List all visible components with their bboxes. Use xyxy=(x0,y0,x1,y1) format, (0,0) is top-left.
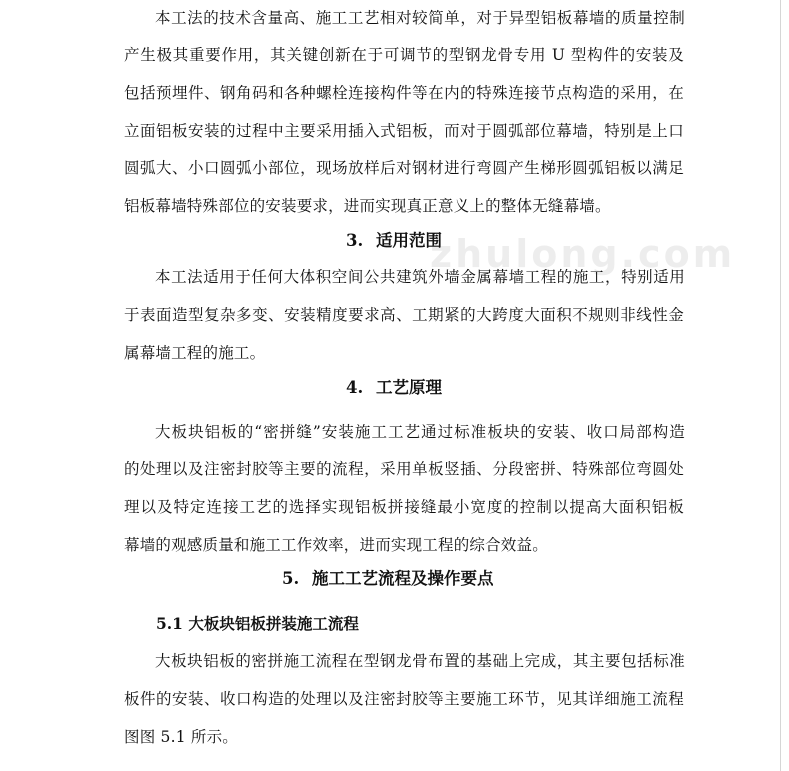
paragraph-4-line-2: 板件的安装、收口构造的处理以及注密封胶等主要施工环节，见其详细施工流程 xyxy=(124,690,684,708)
section-5-heading xyxy=(282,568,494,590)
paragraph-1-line-3: 包括预埋件、钢角码和各种螺栓连接构件等在内的特殊连接节点构造的采用，在 xyxy=(124,84,684,102)
paragraph-1-line-5: 圆弧大、小口圆弧小部位，现场放样后对钢材进行弯圆产生梯形圆弧铝板以满足 xyxy=(124,159,684,177)
section-5-title: 施工工艺流程及操作要点 xyxy=(312,569,494,588)
paragraph-2-line-3: 属幕墙工程的施工。 xyxy=(124,344,266,362)
section-4-title: 工艺原理 xyxy=(376,378,442,397)
paragraph-1-line-2: 产生极其重要作用，其关键创新在于可调节的型钢龙骨专用 U 型构件的安装及 xyxy=(124,46,684,64)
paragraph-4-line-3: 图图 5.1 所示。 xyxy=(124,728,239,746)
page-edge xyxy=(780,0,781,771)
paragraph-3-line-3: 理以及特定连接工艺的选择实现铝板拼接缝最小宽度的控制以提高大面积铝板 xyxy=(124,498,684,516)
watermark: zhulong.com xyxy=(430,232,736,276)
section-4-heading xyxy=(346,377,442,399)
section-3-title: 适用范围 xyxy=(376,231,442,250)
paragraph-3-line-2: 的处理以及注密封胶等主要的流程，采用单板竖插、分段密拼、特殊部位弯圆处 xyxy=(124,460,684,478)
paragraph-2-line-1: 本工法适用于任何大体积空间公共建筑外墙金属幕墙工程的施工，特别适用 xyxy=(155,268,685,286)
section-5-number: 5. xyxy=(282,569,300,588)
paragraph-1-line-1: 本工法的技术含量高、施工工艺相对较简单，对于异型铝板幕墙的质量控制 xyxy=(155,9,685,27)
section-3-heading xyxy=(346,230,442,252)
section-3-number: 3. xyxy=(346,231,364,250)
paragraph-2-line-2: 于表面造型复杂多变、安装精度要求高、工期紧的大跨度大面积不规则非线性金 xyxy=(124,306,684,324)
paragraph-1-line-4: 立面铝板安装的过程中主要采用插入式铝板，而对于圆弧部位幕墙，特别是上口 xyxy=(124,122,684,140)
paragraph-1-line-6: 铝板幕墙特殊部位的安装要求，进而实现真正意义上的整体无缝幕墙。 xyxy=(124,197,611,215)
section-4-number: 4. xyxy=(346,378,364,397)
section-5-1-title: 大板块铝板拼装施工流程 xyxy=(188,614,359,633)
paragraph-3-line-4: 幕墙的观感质量和施工工作效率，进而实现工程的综合效益。 xyxy=(124,536,548,554)
paragraph-3-line-1: 大板块铝板的“密拼缝”安装施工工艺通过标准板块的安装、收口局部构造 xyxy=(155,423,685,441)
section-5-1-number: 5.1 xyxy=(156,614,183,633)
section-5-1-heading xyxy=(156,614,359,634)
paragraph-4-line-1: 大板块铝板的密拼施工流程在型钢龙骨布置的基础上完成，其主要包括标准 xyxy=(155,652,685,670)
